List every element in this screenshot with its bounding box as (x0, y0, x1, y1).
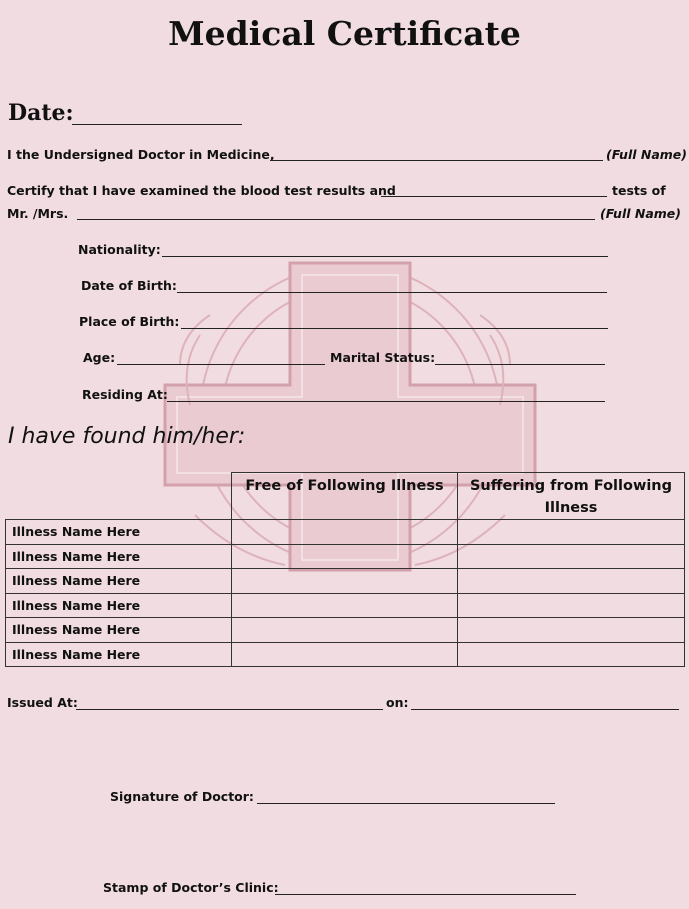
found-heading: I have found him/her: (8, 424, 246, 449)
free-check-cell[interactable] (232, 642, 458, 667)
table-row (6, 569, 685, 594)
age-label: Age: (83, 350, 116, 365)
suffering-check-cell[interactable] (458, 544, 685, 569)
free-check-cell[interactable] (232, 544, 458, 569)
table-corner-cell (6, 473, 232, 520)
suffering-check-cell[interactable] (458, 642, 685, 667)
table-row (6, 593, 685, 618)
stamp-field[interactable] (275, 879, 576, 895)
illness-name-cell: Illness Name Here (6, 569, 232, 594)
table-header-row (6, 473, 685, 520)
free-check-cell[interactable] (232, 618, 458, 643)
certify-label: Certify that I have examined the blood test results and (7, 183, 396, 198)
issued-at-label: Issued At: (7, 695, 78, 710)
illness-table (5, 472, 685, 667)
signature-field[interactable] (257, 788, 555, 804)
free-check-cell[interactable] (232, 593, 458, 618)
marital-status-field[interactable] (435, 349, 605, 365)
suffering-check-cell[interactable] (458, 618, 685, 643)
issued-at-field[interactable] (76, 694, 383, 710)
illness-name-cell: Illness Name Here (6, 544, 232, 569)
mr-mrs-label: Mr. /Mrs. (7, 206, 69, 221)
signature-label: Signature of Doctor: (110, 789, 254, 804)
residing-label: Residing At: (82, 387, 168, 402)
suffering-column-header: Suffering from Following Illness (458, 473, 685, 520)
residing-field[interactable] (167, 386, 605, 402)
age-field[interactable] (117, 349, 325, 365)
pob-label: Place of Birth: (79, 314, 180, 329)
doctor-name-field[interactable] (270, 146, 603, 161)
free-check-cell[interactable] (232, 520, 458, 545)
suffering-check-cell[interactable] (458, 593, 685, 618)
illness-name-cell: Illness Name Here (6, 593, 232, 618)
illness-name-cell: Illness Name Here (6, 618, 232, 643)
illness-name-cell: Illness Name Here (6, 642, 232, 667)
nationality-field[interactable] (162, 241, 608, 257)
table-row (6, 618, 685, 643)
dob-field[interactable] (177, 277, 607, 293)
free-check-cell[interactable] (232, 569, 458, 594)
pob-field[interactable] (181, 313, 608, 329)
full-name-note: (Full Name) (606, 147, 687, 162)
page-title: Medical Certificate (168, 14, 521, 53)
on-label: on: (386, 695, 409, 710)
marital-status-label: Marital Status: (330, 350, 436, 365)
blood-test-field[interactable] (381, 182, 607, 197)
stamp-label: Stamp of Doctor’s Clinic: (103, 880, 279, 895)
dob-label: Date of Birth: (81, 278, 177, 293)
undersigned-label: I the Undersigned Doctor in Medicine, (7, 147, 275, 162)
issued-on-field[interactable] (411, 694, 679, 710)
nationality-label: Nationality: (78, 242, 161, 257)
date-field[interactable] (72, 103, 242, 125)
free-column-header: Free of Following Illness (232, 473, 458, 520)
table-row (6, 520, 685, 545)
patient-name-field[interactable] (77, 205, 595, 220)
date-label: Date: (8, 100, 74, 126)
table-row (6, 642, 685, 667)
table-row (6, 544, 685, 569)
suffering-check-cell[interactable] (458, 569, 685, 594)
illness-name-cell: Illness Name Here (6, 520, 232, 545)
suffering-check-cell[interactable] (458, 520, 685, 545)
tests-of-label: tests of (612, 183, 666, 198)
full-name-note: (Full Name) (600, 206, 681, 221)
